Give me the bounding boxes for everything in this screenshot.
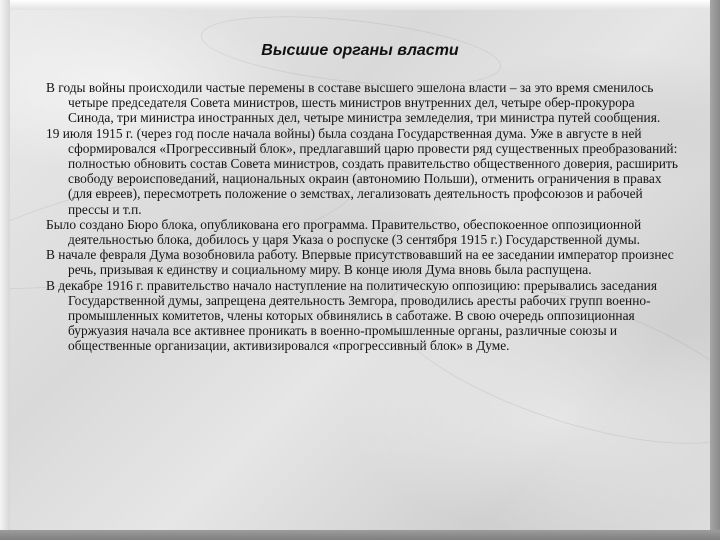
paragraph-progressive-bloc: 19 июля 1915 г. (через год после начала войны) была создана Государственная дума. Уже в августе в ней сформировался «Прогрессивный блок», предлагавший царю провести ряд существенных преобразований: полностью обновить состав Совета министров, создать правительство общественного доверия, расширить свободу вероисповеданий, национальных окраин (автономию Польши), отменить ограничения в правах (для евреев), пересмотреть положение о земствах, легализовать деятельность профсоюзов и рабочей прессы и т.п. [46, 125, 678, 217]
slide-body [46, 80, 682, 354]
paragraph-duma-resumed: В начале февраля Дума возобновила работу. Впервые присутствовавший на ее заседании император произнес речь, призывая к единству и социальному миру. В конце июля Дума вновь была распущена. [46, 247, 674, 278]
frame-bevel-left [0, 0, 10, 540]
paragraph-bloc-bureau: Было создано Бюро блока, опубликована его программа. Правительство, обеспокоенное оппозиционной деятельностью блока, добилось у царя Указа о роспуске (3 сентября 1915 г.) Государственной думы. [46, 216, 642, 248]
frame-bevel-bottom [0, 530, 720, 540]
slide-title: Высшие органы власти [261, 42, 459, 59]
paragraph-december-1916: В декабре 1916 г. правительство начало наступление на политическую оппозицию: прерывались заседания Государственной думы, запрещена деятельность Земгора, проводились аресты рабочих групп военно-промышленных комитетов, члены которых обвинялись в саботаже. В свою очередь оппозиционная буржуазия начала все активнее проникать в военно-промышленные органы, различные союзы и общественные организации, активизировался «прогрессивный блок» в Думе. [46, 277, 657, 354]
frame-bevel-top [0, 0, 720, 10]
paragraph-government-changes: В годы войны происходили частые перемены в составе высшего эшелона власти – за это время сменилось четыре председателя Совета министров, шесть министров внутренних дел, четыре обер-прокурора Синода, три министра иностранных дел, четыре министра земледелия, три министра путей сообщения. [46, 80, 661, 126]
frame-bevel-right [710, 0, 720, 540]
